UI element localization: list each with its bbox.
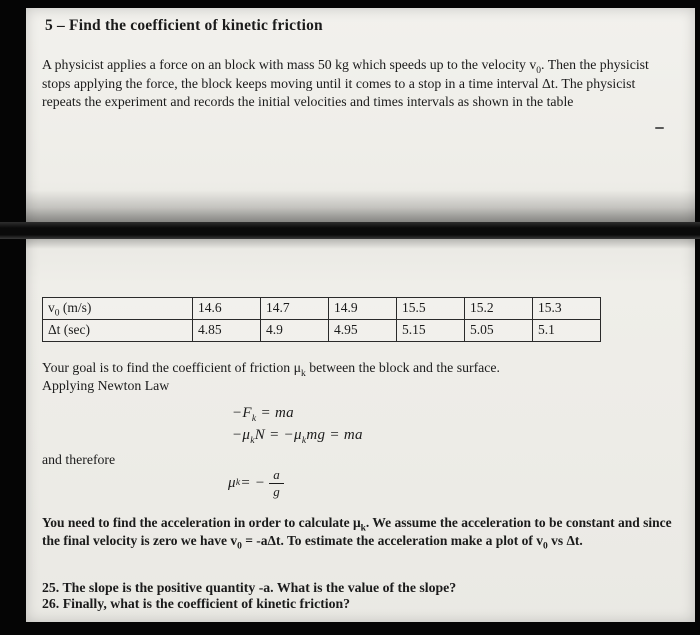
cell-dt-2: 4.9 (261, 320, 329, 342)
text-fragment: . We assume the acceleration to be constant and since the final velocity is zero we have v (42, 515, 672, 548)
text-fragment: N = −μ (254, 427, 302, 443)
subscript: 0 (54, 308, 60, 319)
text-fragment: between the block and the surface. (305, 360, 500, 375)
fraction-numerator: a (269, 468, 284, 484)
fraction-a-over-g (269, 468, 284, 498)
text-fragment: = − (240, 474, 266, 491)
text-fragment: = ma (256, 405, 294, 421)
row-label-dt: Δt (sec) (43, 320, 193, 342)
subscript: 0 (237, 541, 242, 552)
fraction-denominator: g (273, 483, 281, 499)
subscript: 0 (542, 541, 548, 552)
subscript: k (301, 436, 307, 446)
data-table (42, 297, 601, 342)
subscript: 0 (536, 65, 542, 76)
cell-v0-1: 14.6 (193, 298, 261, 320)
text-fragment: −F (232, 405, 252, 421)
cell-dt-4: 5.15 (397, 320, 465, 342)
text-fragment: v (48, 300, 55, 315)
subscript: k (251, 414, 257, 424)
scan-artifact-band (0, 222, 700, 239)
acceleration-paragraph (42, 514, 672, 552)
question-25: 25. The slope is the positive quantity -a. What is the value of the slope? (42, 580, 457, 595)
cell-dt-6: 5.1 (533, 320, 601, 342)
cell-dt-5: 5.05 (465, 320, 533, 342)
subscript: k (301, 368, 306, 379)
cell-v0-3: 14.9 (329, 298, 397, 320)
equation-force (232, 405, 294, 422)
cell-v0-5: 15.2 (465, 298, 533, 320)
text-fragment: −μ (232, 427, 251, 443)
text-fragment: You need to find the acceleration in order to calculate μ (42, 515, 361, 530)
cell-v0-4: 15.5 (397, 298, 465, 320)
scan-shadow (26, 190, 695, 222)
text-fragment: A physicist applies a force on an block with mass 50 kg which speeds up to the velocity v (42, 57, 537, 72)
page-title: 5 – Find the coefficient of kinetic friction (45, 17, 323, 34)
cell-dt-1: 4.85 (193, 320, 261, 342)
goal-text (42, 360, 642, 379)
subscript: k (250, 436, 255, 446)
row-label-v0 (43, 298, 193, 320)
scan-artifact-fade (26, 239, 695, 249)
therefore-text: and therefore (42, 452, 116, 467)
equation-normal-force (232, 427, 363, 444)
question-26: 26. Finally, what is the coefficient of kinetic friction? (42, 596, 351, 611)
scan-speck (655, 127, 664, 129)
cell-dt-3: 4.95 (329, 320, 397, 342)
text-fragment: = -aΔt. To estimate the acceleration make a plot of v (241, 532, 543, 548)
text-fragment: μ (228, 474, 236, 491)
cell-v0-6: 15.3 (533, 298, 601, 320)
table-row-dt (43, 320, 601, 342)
intro-paragraph (42, 56, 674, 112)
equation-mu: μ k = − $\frac{a}{g}$ (228, 468, 284, 498)
newton-law-text: Applying Newton Law (42, 378, 170, 393)
text-fragment: vs Δt. (547, 532, 583, 548)
text-fragment: mg = ma (306, 427, 363, 443)
table-row-v0 (43, 298, 601, 320)
text-fragment: (m/s) (59, 300, 92, 315)
subscript: k (360, 523, 366, 534)
text-fragment: . Then the physicist stops applying the force, the block keeps moving until it comes to a stop in a time interval Δt. The physicist repeats the experiment and records the initial velocities and times intervals as shown in the table (42, 57, 649, 109)
cell-v0-2: 14.7 (261, 298, 329, 320)
text-fragment: Your goal is to find the coefficient of friction μ (42, 360, 302, 375)
